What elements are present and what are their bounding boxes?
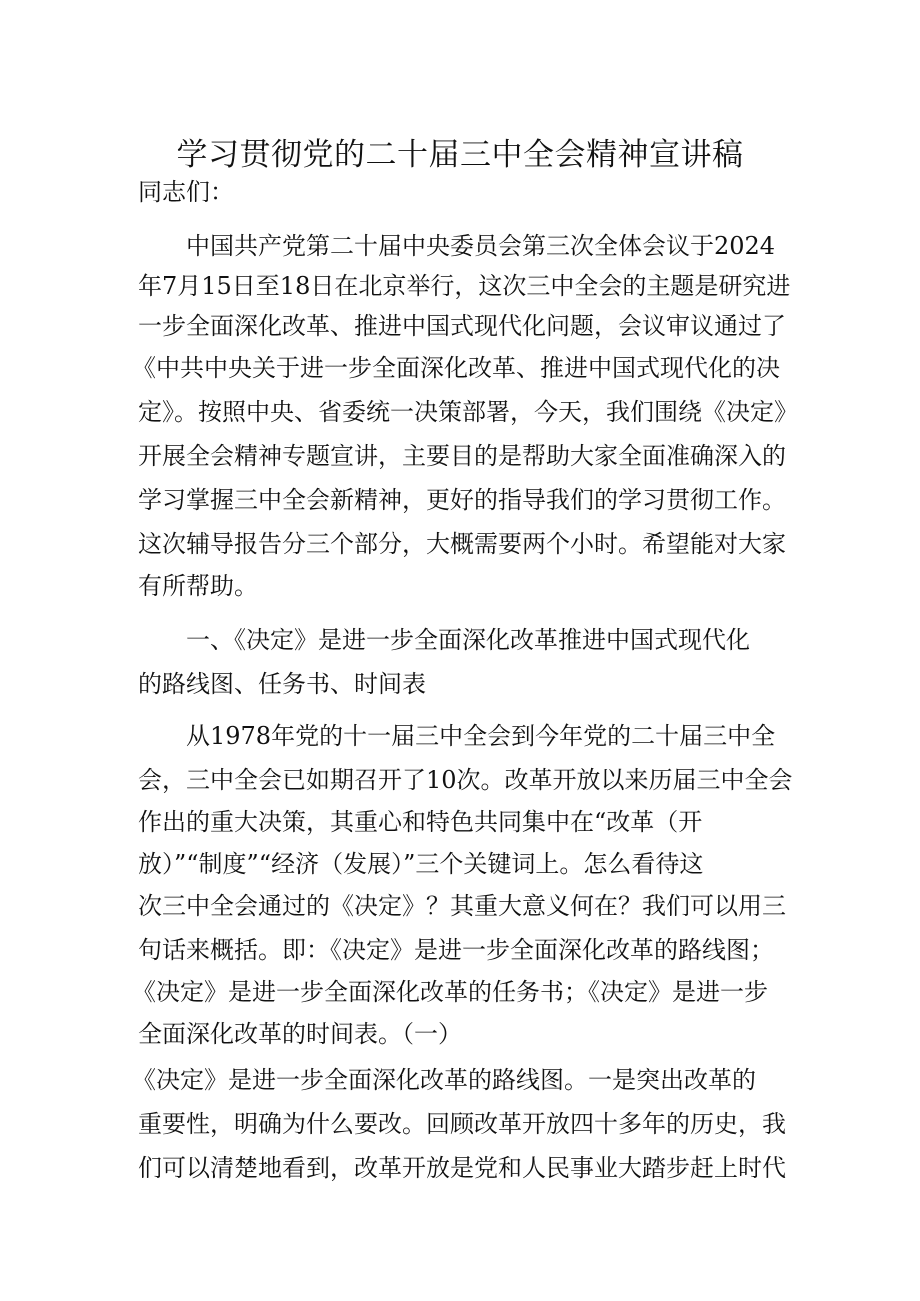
text-line: 放）”“制度”“经济（发展）”三个关键词上。怎么看待这 <box>138 850 704 878</box>
text-line: 句话来概括。即：《决定》是进一步全面深化改革的路线图； <box>138 936 774 964</box>
text-line: 全面深化改革的时间表。（一） <box>138 1020 462 1048</box>
section-heading: 一、《决定》是进一步全面深化改革推进中国式现代化 <box>186 626 750 654</box>
text-line: 从1978年党的十一届三中全会到今年党的二十届三中全 <box>186 722 776 750</box>
text-line: 有所帮助。 <box>138 572 258 600</box>
text-line: 年7月15日至18日在北京举行，这次三中全会的主题是研究进 <box>138 272 791 300</box>
text-line: 一步全面深化改革、推进中国式现代化问题，会议审议通过了 <box>138 312 786 340</box>
section-heading: 的路线图、任务书、时间表 <box>138 670 426 698</box>
text-line: 们可以清楚地看到，改革开放是党和人民事业大踏步赶上时代 <box>138 1154 786 1182</box>
salutation: 同志们： <box>138 178 234 206</box>
text-line: 会，三中全会已如期召开了10次。改革开放以来历届三中全会 <box>138 766 793 794</box>
text-line: 《中共中央关于进一步全面深化改革、推进中国式现代化的决 <box>132 354 780 382</box>
text-line: 中国共产党第二十届中央委员会第三次全体会议于2024 <box>186 232 776 260</box>
text-line: 次三中全会通过的《决定》？其重大意义何在？我们可以用三 <box>138 892 786 920</box>
text-line: 重要性，明确为什么要改。回顾改革开放四十多年的历史，我 <box>138 1110 786 1138</box>
text-line: 作出的重大决策，其重心和特色共同集中在“改革（开 <box>138 808 703 836</box>
text-line: 定》。按照中央、省委统一决策部署，今天，我们围绕《决定》 <box>138 398 798 426</box>
text-line: 开展全会精神专题宣讲，主要目的是帮助大家全面准确深入的 <box>138 442 786 470</box>
text-line: 这次辅导报告分三个部分，大概需要两个小时。希望能对大家 <box>138 530 786 558</box>
text-line: 《决定》是进一步全面深化改革的路线图。一是突出改革的 <box>132 1066 756 1094</box>
text-line: 《决定》是进一步全面深化改革的任务书；《决定》是进一步 <box>132 978 768 1006</box>
text-line: 学习掌握三中全会新精神，更好的指导我们的学习贯彻工作。 <box>138 486 786 514</box>
document-title: 学习贯彻党的二十届三中全会精神宣讲稿 <box>176 136 744 173</box>
